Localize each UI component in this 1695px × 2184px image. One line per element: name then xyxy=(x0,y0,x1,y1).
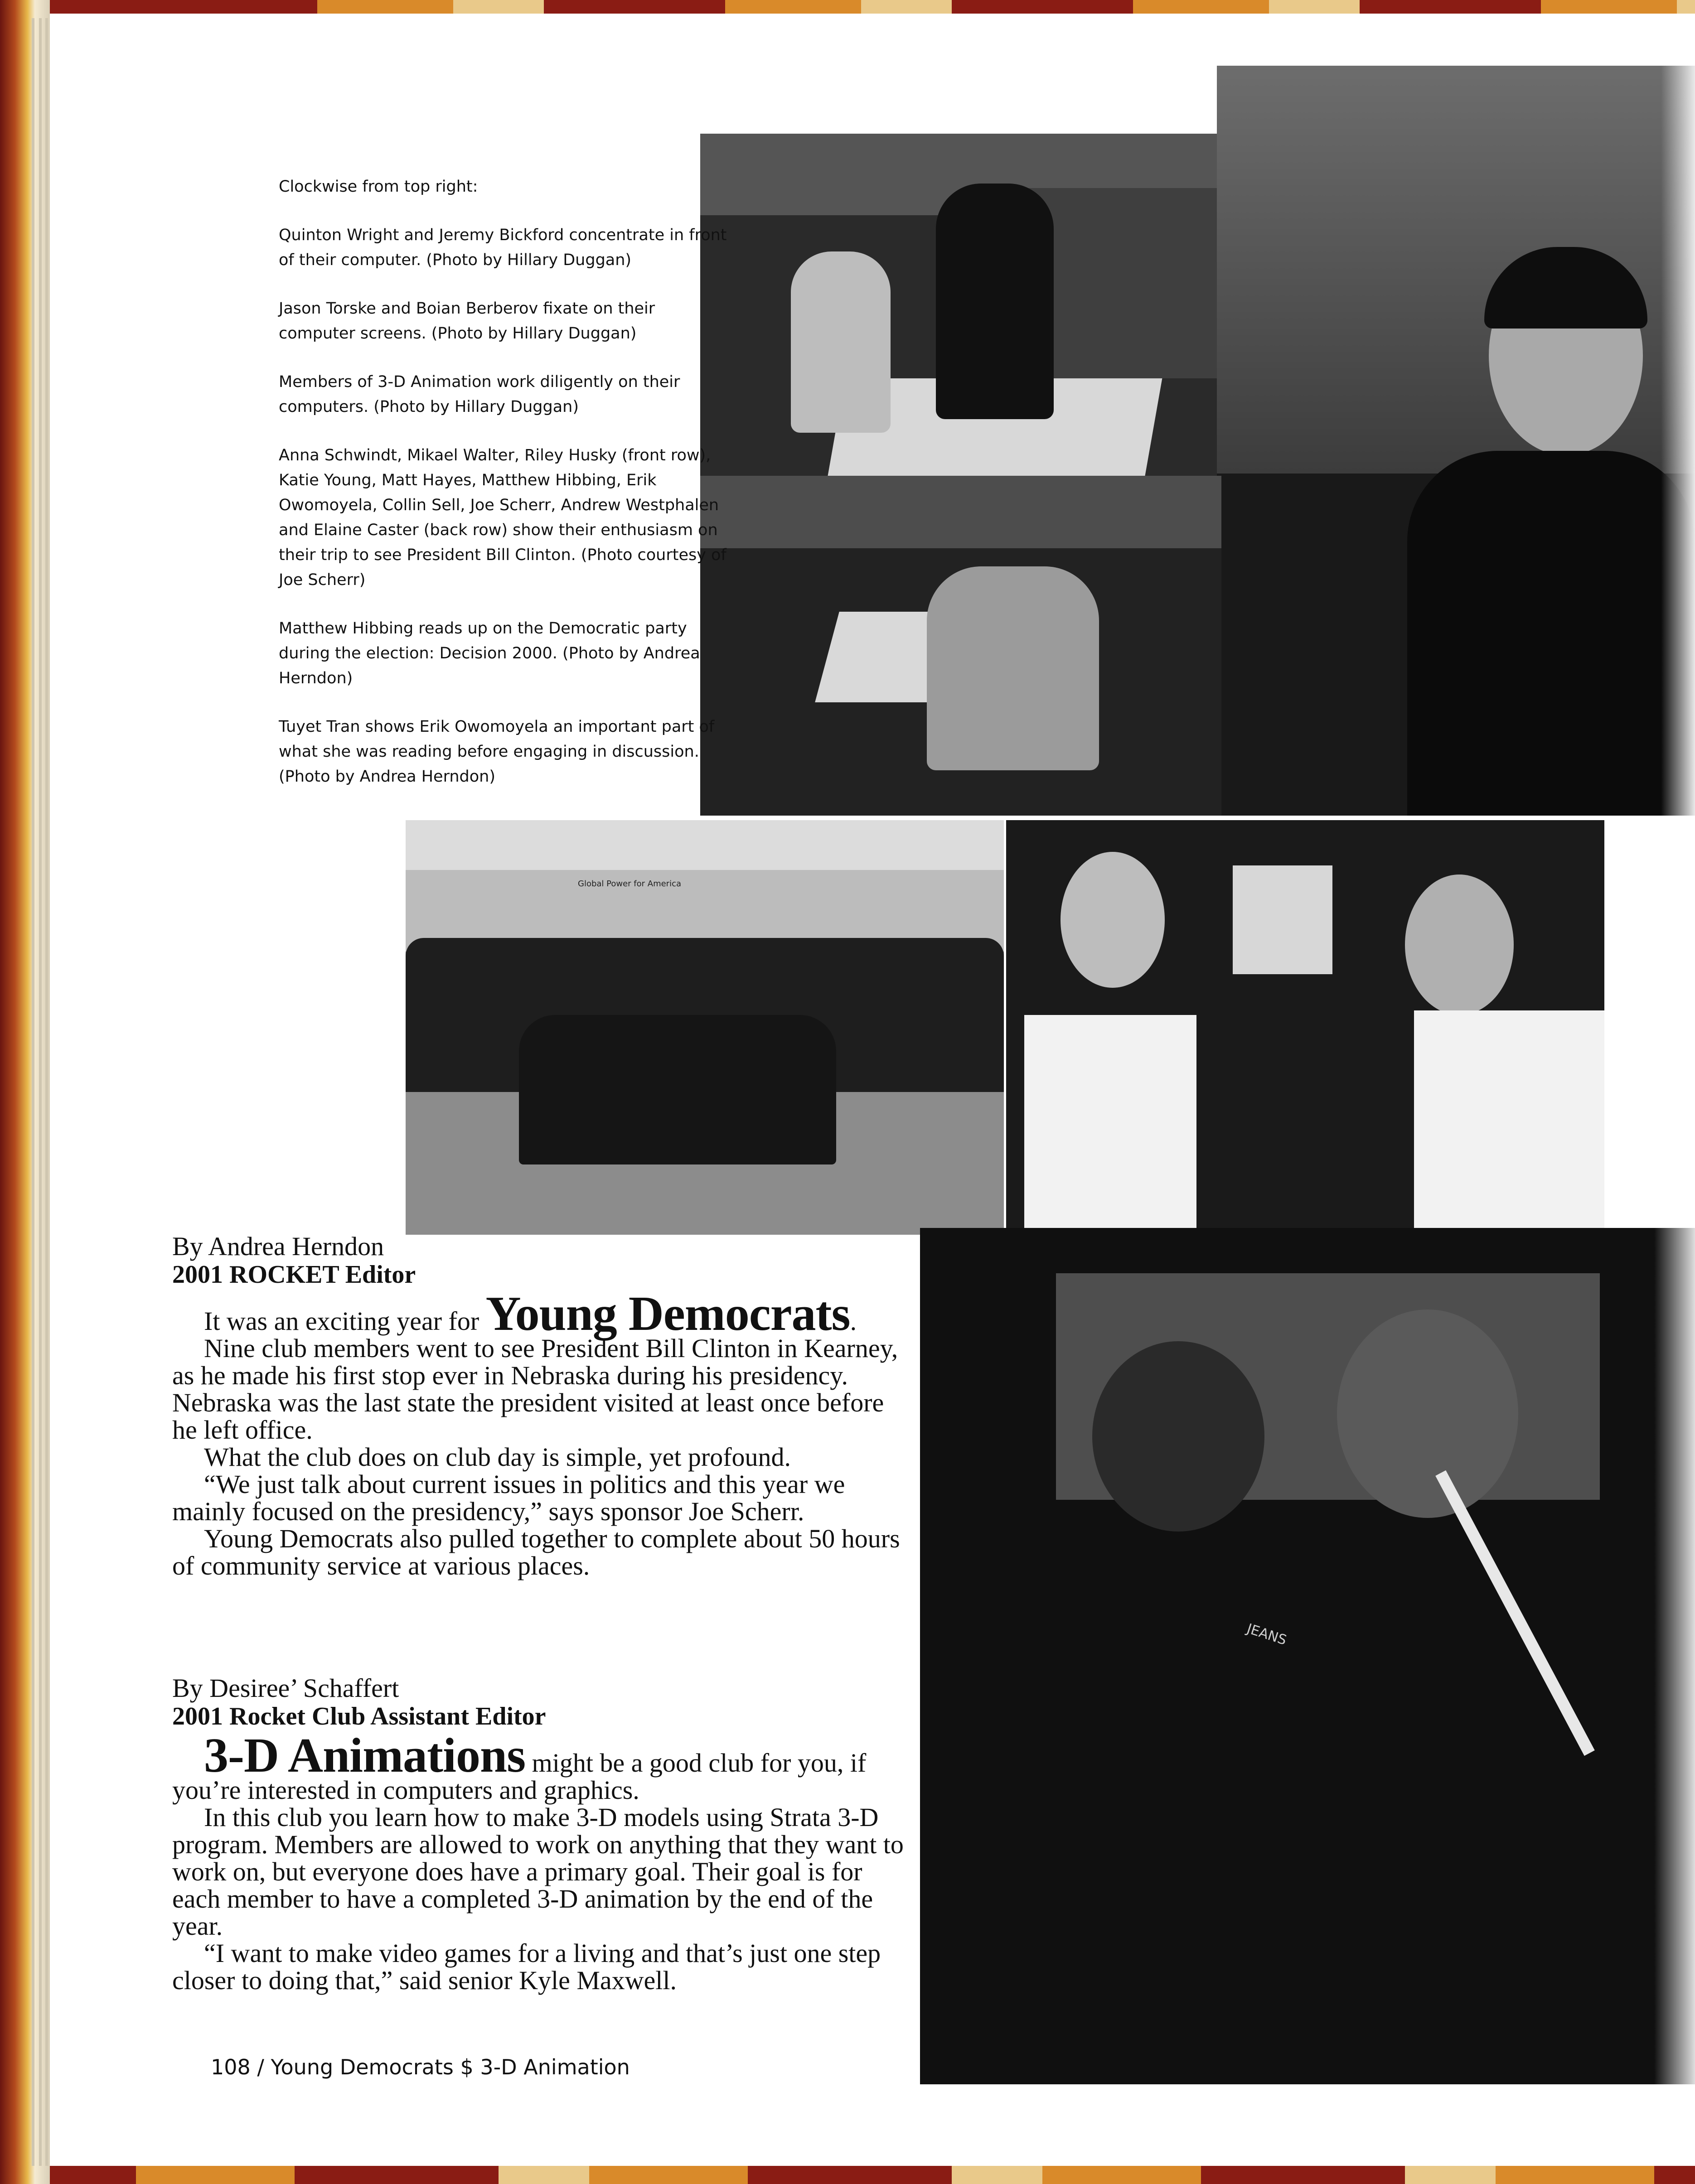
photo-front-row xyxy=(519,1015,836,1164)
page-folio: 108 / Young Democrats $ 3-D Animation xyxy=(211,2055,630,2079)
lead-text: It was an exciting year for xyxy=(204,1306,486,1336)
photo-window xyxy=(700,476,1221,548)
photo-leaning-student xyxy=(700,476,1221,816)
caption-item: Matthew Hibbing reads up on the Democratic party during the election: Decision 2000. (Photo by Andrea Herndon) xyxy=(279,619,700,687)
photo-person xyxy=(927,566,1099,770)
byline-role: 2001 ROCKET Editor xyxy=(172,1261,416,1289)
story-paragraph: In this club you learn how to make 3-D models using Strata 3-D program. Members are allowed to work on anything that they want to work on, but everyone does have a primary goal. Their goal is for each member to have a completed 3-D animation by the end of the year. xyxy=(172,1802,904,1941)
background-pattern xyxy=(136,0,1695,14)
photo-group-airport xyxy=(406,820,1004,1235)
photo-person xyxy=(791,251,891,433)
story-3d-animation xyxy=(172,1729,906,1995)
caption-heading: Clockwise from top right: xyxy=(279,178,478,196)
photo-monitor-back xyxy=(1024,1015,1196,1235)
page-edge xyxy=(32,18,34,2166)
photo-head xyxy=(1061,852,1165,988)
story-paragraph: What the club does on club day is simple, yet profound. xyxy=(204,1442,791,1472)
caption-item: Tuyet Tran shows Erik Owomoyela an important part of what she was reading before engaging in discussion. (Photo by Andrea Herndon) xyxy=(279,718,715,786)
story-paragraph: Nine club members went to see President Bill Clinton in Kearney, as he made his first stop ever in Nebraska during his presidency. Nebraska was the last state the president visited at least once before he left office. xyxy=(172,1334,898,1445)
photo-person xyxy=(936,184,1054,419)
photo-banner: Global Power for America xyxy=(578,879,682,889)
photo-animation-members xyxy=(920,1228,1695,2084)
photo-monitor-back xyxy=(1414,1010,1604,1235)
page-edge xyxy=(45,18,48,2166)
caption-item: Anna Schwindt, Mikael Walter, Riley Husky (front row), Katie Young, Matt Hayes, Matthew Hibbing, Erik Owomoyela, Collin Sell, Joe Scherr, Andrew Westphalen and Elaine Caster (back row) show their enthusiasm on their trip to see President Bill Clinton. (Photo courtesy of Joe Scherr) xyxy=(279,446,726,589)
photo-boy-profile xyxy=(1217,66,1695,816)
photo-head xyxy=(1092,1341,1264,1532)
story-young-democrats xyxy=(172,1287,906,1580)
byline-story1 xyxy=(172,1232,897,1289)
book-spine xyxy=(0,0,50,2184)
caption-item: Members of 3-D Animation work diligently on their computers. (Photo by Hillary Duggan) xyxy=(279,373,680,416)
lead-end: . xyxy=(850,1306,857,1336)
story-paragraph: Young Democrats also pulled together to complete about 50 hours of community service at various places. xyxy=(172,1524,900,1580)
photo-captions xyxy=(279,174,732,813)
yearbook-page xyxy=(50,14,1695,2166)
story-lead xyxy=(172,1729,906,1805)
byline-role: 2001 Rocket Club Assistant Editor xyxy=(172,1702,546,1730)
story-headline: 3-D Animations xyxy=(204,1729,526,1783)
photo-right-edge xyxy=(1661,66,1695,816)
byline-story2 xyxy=(172,1674,897,1730)
photo-jacket-text: JEANS xyxy=(1245,1620,1289,1649)
background-pattern xyxy=(136,2166,1695,2184)
caption-item: Quinton Wright and Jeremy Bickford concentrate in front of their computer. (Photo by Hillary Duggan) xyxy=(279,226,727,269)
photo-body xyxy=(1407,451,1695,816)
caption-item: Jason Torske and Boian Berberov fixate on their computer screens. (Photo by Hillary Duggan) xyxy=(279,300,655,343)
photo-head xyxy=(1337,1309,1518,1518)
photo-jacket-stripe xyxy=(1435,1470,1595,1756)
story-paragraph: “I want to make video games for a living and that’s just one step closer to doing that,” said senior Kyle Maxwell. xyxy=(172,1938,881,1995)
photo-crt-monitor xyxy=(1233,865,1332,974)
photo-right-edge xyxy=(1654,1228,1695,2084)
byline-name: By Andrea Herndon xyxy=(172,1232,384,1261)
page-edge xyxy=(39,18,42,2166)
photo-head xyxy=(1405,875,1514,1015)
photo-two-boys-computers xyxy=(1006,820,1604,1235)
story-lead xyxy=(172,1287,906,1341)
story-headline: Young Democrats xyxy=(485,1287,850,1341)
photo-reading-girl xyxy=(700,134,1221,478)
lead-text: might be a good club for you, if you’re interested in computers and graphics. xyxy=(172,1748,867,1805)
photo-sky xyxy=(406,820,1004,875)
story-paragraph: “We just talk about current issues in politics and this year we mainly focused on the presidency,” says sponsor Joe Scherr. xyxy=(172,1469,845,1526)
byline-name: By Desiree’ Schaffert xyxy=(172,1673,399,1703)
